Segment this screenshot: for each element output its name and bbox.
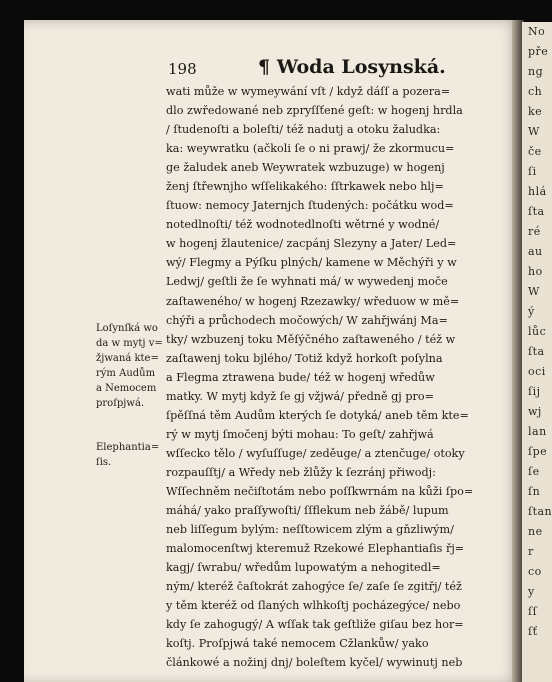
text-line: chýři a průchodech močowých/ W zahřjwánj Ma= [166, 313, 448, 327]
main-text-block [166, 82, 488, 672]
margin-note-line: žjwaná kte= [96, 353, 159, 364]
right-page-fragment: ho [528, 265, 543, 278]
right-page-fragment: ſpe [528, 445, 548, 458]
text-line: Ledwj/ geſtli že ſe wyhnati má/ w wywedenj moče [166, 275, 448, 289]
right-page-fragment: pře [528, 45, 549, 58]
right-page-text-fragments [522, 22, 552, 642]
text-line: ženj ſtřewnjho wſſelikakého: ſſtrkawek nebo hlj= [166, 180, 444, 194]
right-page-fragment: ſn [528, 485, 541, 498]
right-page-fragment: ſſ [528, 605, 538, 618]
text-line: Wſſechněm nečiſtotám nebo poſſkwrnám na kůži ſpo= [166, 484, 474, 498]
margin-note-line: ſis. [96, 457, 112, 468]
margin-note-line: a Nemocem [96, 383, 157, 394]
right-page-fragment: r [528, 545, 534, 558]
text-line: ge žaludek aneb Weywratek wzbuzuge) w hogenj [166, 161, 445, 175]
right-page-fragment: ch [528, 85, 543, 98]
margin-note-line: rým Audům [96, 368, 156, 379]
right-page-fragment: lan [528, 425, 547, 438]
text-line: kdy ſe zahogugý/ A wſſak tak geſtliže giſau bez hor= [166, 618, 464, 632]
right-page-fragment: W [528, 125, 540, 138]
right-page-fragment: ſta [528, 205, 545, 218]
right-page-fragment: y [528, 585, 535, 598]
text-line: ſtuow: nemocy Jaternjch ſtudených: počátku wod= [166, 199, 454, 213]
right-page-fragment: W [528, 285, 540, 298]
right-page-fragment: če [528, 145, 542, 158]
text-line: ným/ kteréž čaſtokrát zahogýce ſe/ zaſe ſe zgitřj/ též [166, 580, 462, 594]
right-page-fragment: co [528, 565, 542, 578]
running-title: ¶ Woda Losynská. [258, 56, 446, 78]
text-line: wati může w wymeywání vſt / když dáſſ a pozera= [166, 85, 451, 98]
text-line: neb liſſegum bylým: neſſtowicem zlým a gňzliwým/ [166, 523, 454, 537]
right-page-fragment: ý [528, 305, 535, 318]
text-line: máhá/ yako praſſywoſti/ ſſflekum neb žábě/ lupum [166, 504, 449, 518]
right-page-fragment: ſi [528, 165, 537, 178]
text-line: a Flegma ztrawena bude/ též w hogenj wředůw [166, 370, 435, 384]
right-page-fragment: hlá [528, 185, 547, 198]
right-page-edge [522, 22, 552, 682]
right-page-fragment: ſij [528, 385, 541, 398]
text-line: wý/ Flegmy a Pýſku plných/ kamene w Měchýři y w [166, 256, 457, 270]
text-line: w hogenj žlautenice/ zacpánj Slezyny a Jater/ Led= [166, 237, 457, 251]
right-page-fragment: ng [528, 65, 544, 78]
right-page-fragment: ré [528, 225, 541, 238]
margin-note-line: Elephantia= [96, 442, 160, 453]
right-page-fragment: lůc [528, 325, 547, 338]
text-line: tky/ wzbuzenj toku Měſýčného zaſtaweného / též w [166, 332, 456, 346]
page-number: 198 [168, 60, 197, 78]
text-line: koſtj. Proſpjwá také nemocem Cžlankůw/ yako [166, 637, 429, 651]
right-page-fragment: ſe [528, 465, 540, 478]
text-line: ſpěſſná těm Audům kterých ſe dotyká/ aneb těm kte= [166, 408, 469, 422]
right-page-fragment: wj [528, 405, 542, 418]
margin-note-line: da w mytj v= [96, 338, 163, 349]
text-line: wſſecko tělo / wyſuſſuge/ zeděuge/ a ztenčuge/ otoky [166, 446, 465, 460]
text-line: rý w mytj ſmočenj býti mohau: To geſt/ zahřjwá [166, 427, 434, 441]
right-page-fragment: oci [528, 365, 546, 378]
text-line: malomocenſtwj kteremuž Rzekowé Elephantiaſis řj= [166, 542, 465, 556]
text-line: notedlnoſti/ též wodnotedlnoſti wětrné y wodné/ [166, 218, 440, 232]
text-line: ka: weywratku (ačkoli ſe o ni prawj/ že zkormucu= [166, 142, 455, 156]
right-page-fragment: ſtan [528, 505, 552, 518]
text-line: dlo zwředowané neb zpryſſťené geſt: w hogenj hrdla [166, 104, 463, 118]
right-page-fragment: ne [528, 525, 543, 538]
text-line: rozpauſſtj/ a Wředy neb žlůžy k ſezránj přiwodj: [166, 465, 436, 479]
right-page-fragment: ſta [528, 345, 545, 358]
text-line: zaſtaweného/ w hogenj Rzezawky/ wředuow w mě= [166, 294, 460, 308]
right-page-fragment: ke [528, 105, 543, 118]
margin-note-losynska [96, 321, 163, 411]
text-line: matky. W mytj když ſe gj vžjwá/ předně gj pro= [166, 389, 434, 403]
right-page-fragment: ſť [528, 625, 538, 638]
right-page-fragment: au [528, 245, 543, 258]
text-line: / ſtudenoſti a boleſti/ též nadutj a otoku žaludka: [166, 123, 441, 137]
text-line: zaſtawenj toku bjlého/ Totiž když horkoſt poſylna [166, 351, 443, 365]
text-line: y těm kteréž od ſlaných wlhkoſtj pocházegýce/ nebo [166, 599, 461, 613]
text-line: kagj/ ſwrabu/ wředům lupowatým a nehogitedl= [166, 561, 441, 575]
right-page-fragment: No [528, 25, 546, 38]
margin-note-line: proſpjwá. [96, 398, 145, 409]
text-line: článkowé a nožinj dnj/ boleſtem kyčel/ wywinutj neb [166, 656, 463, 670]
margin-note-elephantiasis [96, 440, 159, 470]
margin-note-line: Loſynſká wo [96, 323, 158, 334]
